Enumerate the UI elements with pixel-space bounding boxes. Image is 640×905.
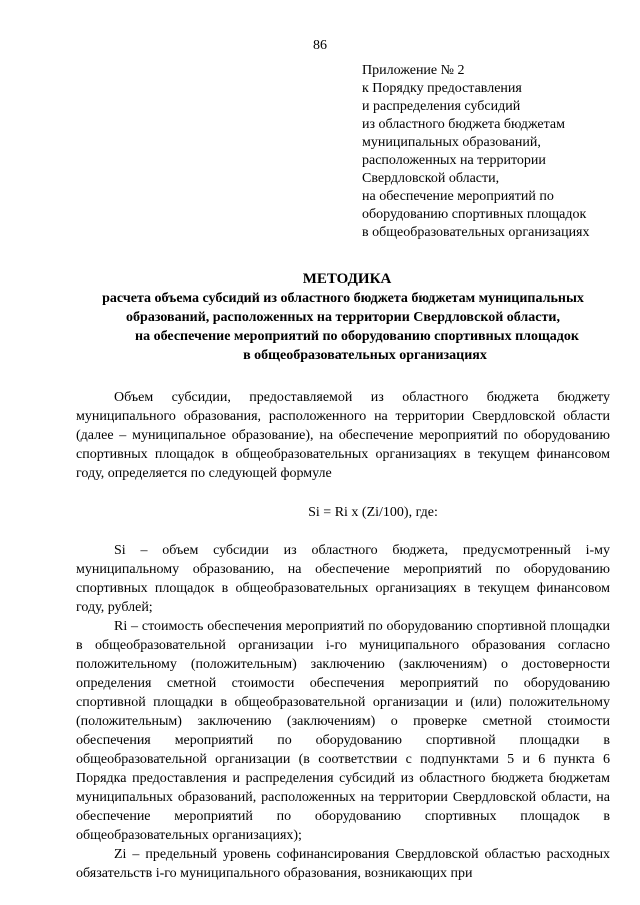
appendix-line: и распределения субсидий: [362, 99, 521, 114]
title-line: расчета объема субсидий из областного бюджета бюджетам муниципальных: [102, 291, 584, 306]
appendix-line: на обеспечение мероприятий по: [362, 189, 554, 204]
appendix-line: оборудованию спортивных площадок: [362, 207, 587, 222]
page-number: 86: [313, 38, 327, 53]
title-line: на обеспечение мероприятий по оборудованию спортивных площадок: [135, 329, 579, 344]
appendix-line: к Порядку предоставления: [362, 81, 522, 96]
document-body: [76, 388, 610, 883]
appendix-line: Приложение № 2: [362, 63, 465, 78]
appendix-line: Свердловской области,: [362, 171, 500, 186]
title-line: в общеобразовательных организациях: [243, 348, 487, 363]
intro-paragraph: Объем субсидии, предоставляемой из областного бюджета бюджету муниципального образования, расположенного на территории Свердловской области (далее – муниципальное образование), на обеспечение мероприятий по оборудованию спортивных площадок в общеобразовательных организациях в текущем финансовом году, определяется по следующей формуле: [76, 390, 610, 481]
ri-definition: Ri – стоимость обеспечения мероприятий по оборудованию спортивной площадки в общеобразовательной организации i-го муниципального образования согласно положительному (положительным) заключению (заключениям) о достоверности определения сметной стоимости обеспечения мероприятий по оборудованию спортивной площадки в общеобразовательной организации и (или) положительному (положительным) заключению (заключениям) о проверке сметной стоимости обеспечения мероприятий по оборудованию спортивной площадки в общеобразовательной организации (в соответствии с подпунктами 5 и 6 пункта 6 Порядка предоставления и распределения субсидий из областного бюджета бюджетам муниципальных образований, расположенных на территории Свердловской области, на обеспечение мероприятий по оборудованию спортивных площадок в общеобразовательных организациях);: [76, 619, 610, 843]
appendix-header: [362, 62, 632, 242]
appendix-line: расположенных на территории: [362, 153, 546, 168]
formula: Si = Ri x (Zi/100), где:: [308, 505, 438, 520]
si-definition: Si – объем субсидии из областного бюджета, предусмотренный i-му муниципальному образованию, на обеспечение мероприятий по оборудованию спортивных площадок в общеобразовательных организациях в текущем финансовом году, рублей;: [76, 543, 610, 615]
appendix-line: из областного бюджета бюджетам: [362, 117, 565, 132]
appendix-line: муниципальных образований,: [362, 135, 541, 150]
title-line: образований, расположенных на территории Свердловской области,: [126, 310, 560, 325]
title-main: МЕТОДИКА: [302, 271, 392, 287]
document-title: [70, 270, 616, 365]
appendix-line: в общеобразовательных организациях: [362, 225, 590, 240]
zi-definition: Zi – предельный уровень софинансирования Свердловской областью расходных обязательств i-го муниципального образования, возникающих при: [76, 847, 610, 881]
